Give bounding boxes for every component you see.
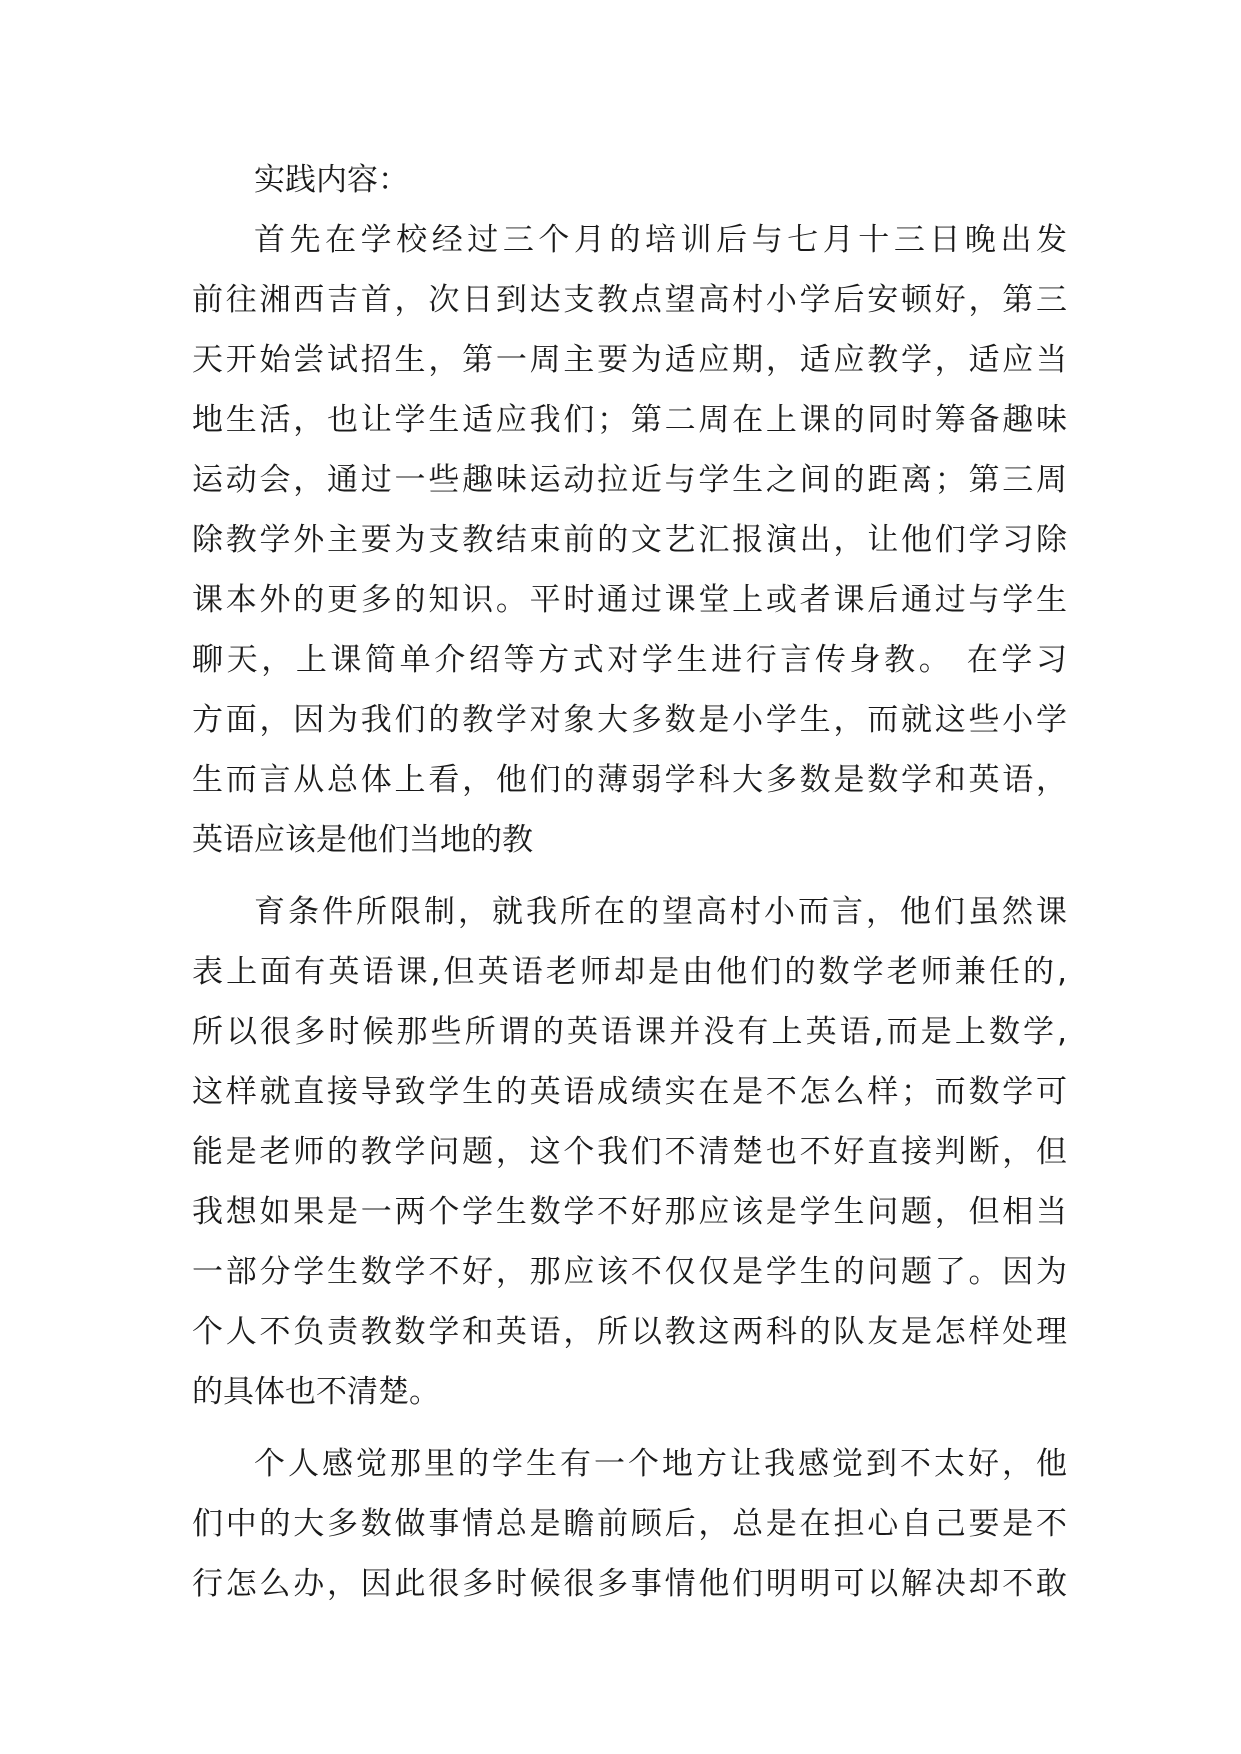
document-page	[192, 150, 1067, 1614]
paragraph-line: 课本外的更多的知识。平时通过课堂上或者课后通过与学生	[192, 582, 1067, 618]
paragraph-line: 个人感觉那里的学生有一个地方让我感觉到不太好，他	[254, 1446, 1067, 1482]
paragraph-gap	[192, 1422, 1067, 1434]
paragraph-line: 英语应该是他们当地的教	[192, 822, 533, 858]
paragraph-line: 首先在学校经过三个月的培训后与七月十三日晚出发	[254, 222, 1067, 258]
section-heading: 实践内容：	[254, 162, 409, 198]
paragraph-3	[192, 1434, 1067, 1614]
paragraph-line: 育条件所限制，就我所在的望高村小而言，他们虽然课	[254, 894, 1067, 930]
paragraph-2	[192, 882, 1067, 1422]
paragraph-line: 们中的大多数做事情总是瞻前顾后，总是在担心自己要是不	[192, 1506, 1067, 1542]
paragraph-line: 的具体也不清楚。	[192, 1374, 440, 1410]
paragraph-line: 前往湘西吉首，次日到达支教点望高村小学后安顿好，第三	[192, 282, 1067, 318]
paragraph-line: 方面，因为我们的教学对象大多数是小学生，而就这些小学	[192, 702, 1067, 738]
paragraph-line: 这样就直接导致学生的英语成绩实在是不怎么样；而数学可	[192, 1074, 1067, 1110]
paragraph-line: 能是老师的教学问题，这个我们不清楚也不好直接判断，但	[192, 1134, 1067, 1170]
paragraph-gap	[192, 870, 1067, 882]
paragraph-line: 一部分学生数学不好，那应该不仅仅是学生的问题了。因为	[192, 1254, 1067, 1290]
paragraph-line: 天开始尝试招生，第一周主要为适应期，适应教学，适应当	[192, 342, 1067, 378]
paragraph-line: 个人不负责教数学和英语，所以教这两科的队友是怎样处理	[192, 1314, 1067, 1350]
paragraph-line: 所以很多时候那些所谓的英语课并没有上英语,而是上数学,	[192, 1014, 1067, 1050]
paragraph-1	[192, 210, 1067, 870]
paragraph-line: 运动会，通过一些趣味运动拉近与学生之间的距离；第三周	[192, 462, 1067, 498]
paragraph-line: 我想如果是一两个学生数学不好那应该是学生问题，但相当	[192, 1194, 1067, 1230]
paragraph-line: 表上面有英语课,但英语老师却是由他们的数学老师兼任的,	[192, 954, 1067, 990]
paragraph-line: 生而言从总体上看，他们的薄弱学科大多数是数学和英语，	[192, 762, 1067, 798]
paragraph-line: 聊天，上课简单介绍等方式对学生进行言传身教。 在学习	[192, 642, 1067, 678]
paragraph-line: 行怎么办，因此很多时候很多事情他们明明可以解决却不敢	[192, 1566, 1067, 1602]
paragraph-line: 地生活，也让学生适应我们；第二周在上课的同时筹备趣味	[192, 402, 1067, 438]
paragraph-line: 除教学外主要为支教结束前的文艺汇报演出，让他们学习除	[192, 522, 1067, 558]
